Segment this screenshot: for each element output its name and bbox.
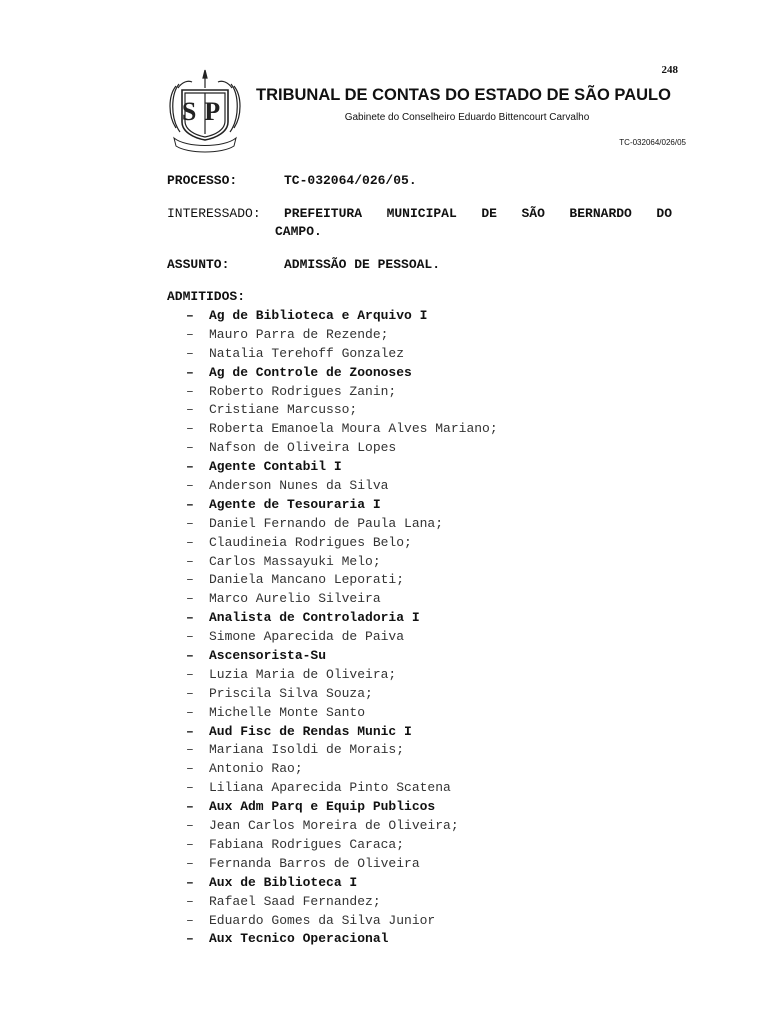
list-item <box>186 477 498 496</box>
admitted-name: Natalia Terehoff Gonzalez <box>209 345 405 361</box>
list-dash: – <box>186 799 194 815</box>
list-group-heading <box>186 874 498 893</box>
processo-label: PROCESSO: <box>167 173 238 188</box>
role-title: Aux de Biblioteca I <box>209 874 358 890</box>
admitted-name: Marco Aurelio Silveira <box>209 591 381 607</box>
list-dash: – <box>186 629 194 645</box>
list-item <box>186 779 498 798</box>
admitted-name: Mauro Parra de Rezende; <box>209 326 389 342</box>
list-item <box>186 420 498 439</box>
list-item <box>186 439 498 458</box>
list-item <box>186 760 498 779</box>
list-dash: – <box>186 534 194 550</box>
list-dash: – <box>186 893 194 909</box>
list-dash: – <box>186 931 194 947</box>
admitted-name: Jean Carlos Moreira de Oliveira; <box>209 818 459 834</box>
list-item <box>186 515 498 534</box>
admitted-name: Simone Aparecida de Paiva <box>209 629 405 645</box>
list-group-heading <box>186 647 498 666</box>
list-dash: – <box>186 326 194 342</box>
list-dash: – <box>186 704 194 720</box>
page-number: 248 <box>661 64 678 76</box>
role-title: Aud Fisc de Rendas Munic I <box>209 723 412 739</box>
role-title: Agente Contabil I <box>209 459 342 475</box>
admitted-name: Fernanda Barros de Oliveira <box>209 855 420 871</box>
admitted-name: Daniel Fernando de Paula Lana; <box>209 515 444 531</box>
admitted-name: Eduardo Gomes da Silva Junior <box>209 912 436 928</box>
list-dash: – <box>186 855 194 871</box>
role-title: Aux Adm Parq e Equip Publicos <box>209 799 436 815</box>
list-dash: – <box>186 478 194 494</box>
admitted-name: Carlos Massayuki Melo; <box>209 553 381 569</box>
list-group-heading <box>186 496 498 515</box>
assunto-value: ADMISSÃO DE PESSOAL. <box>284 257 441 272</box>
list-dash: – <box>186 459 194 475</box>
list-item <box>186 817 498 836</box>
admitted-name: Anderson Nunes da Silva <box>209 478 389 494</box>
list-dash: – <box>186 648 194 664</box>
list-dash: – <box>186 666 194 682</box>
list-dash: – <box>186 836 194 852</box>
list-group-heading <box>186 458 498 477</box>
list-item <box>186 628 498 647</box>
list-dash: – <box>186 572 194 588</box>
seal-letters: SP <box>181 97 229 126</box>
interessado-value-line1: PREFEITURA MUNICIPAL DE SÃO BERNARDO DO <box>284 206 672 221</box>
list-item <box>186 893 498 912</box>
processo-field <box>167 173 417 188</box>
list-group-heading <box>186 930 498 949</box>
list-item <box>186 571 498 590</box>
interessado-label: INTERESSADO: <box>167 206 261 221</box>
assunto-label: ASSUNTO: <box>167 257 230 272</box>
list-group-heading <box>186 609 498 628</box>
list-dash: – <box>186 874 194 890</box>
list-item <box>186 741 498 760</box>
list-group-heading <box>186 307 498 326</box>
role-title: Ag de Controle de Zoonoses <box>209 364 412 380</box>
list-dash: – <box>186 402 194 418</box>
assunto-field <box>167 257 440 272</box>
list-dash: – <box>186 496 194 512</box>
list-item <box>186 383 498 402</box>
list-dash: – <box>186 345 194 361</box>
admitidos-label: ADMITIDOS: <box>167 289 246 304</box>
admitted-name: Michelle Monte Santo <box>209 704 366 720</box>
role-title: Ascensorista-Su <box>209 648 327 664</box>
list-dash: – <box>186 610 194 626</box>
admitted-name: Cristiane Marcusso; <box>209 402 358 418</box>
list-item <box>186 534 498 553</box>
list-group-heading <box>186 364 498 383</box>
list-dash: – <box>186 761 194 777</box>
interessado-value-line2: CAMPO. <box>275 224 322 239</box>
list-dash: – <box>186 553 194 569</box>
admitted-name: Luzia Maria de Oliveira; <box>209 666 397 682</box>
list-item <box>186 326 498 345</box>
process-reference-code: TC-032064/026/05 <box>619 138 686 147</box>
list-dash: – <box>186 440 194 456</box>
list-dash: – <box>186 780 194 796</box>
list-item <box>186 912 498 931</box>
admitted-name: Daniela Mancano Leporati; <box>209 572 405 588</box>
admitted-name: Mariana Isoldi de Morais; <box>209 742 405 758</box>
admitted-name: Liliana Aparecida Pinto Scatena <box>209 780 451 796</box>
court-subtitle: Gabinete do Conselheiro Eduardo Bittencourt Carvalho <box>344 112 590 123</box>
list-item <box>186 590 498 609</box>
list-item <box>186 401 498 420</box>
list-item <box>186 836 498 855</box>
list-dash: – <box>186 383 194 399</box>
role-title: Agente de Tesouraria I <box>209 496 381 512</box>
admitted-name: Fabiana Rodrigues Caraca; <box>209 836 405 852</box>
list-group-heading <box>186 723 498 742</box>
role-title: Ag de Biblioteca e Arquivo I <box>209 308 428 323</box>
admitted-name: Claudineia Rodrigues Belo; <box>209 534 412 550</box>
list-item <box>186 855 498 874</box>
list-dash: – <box>186 364 194 380</box>
state-seal-emblem <box>166 68 244 154</box>
processo-value: TC-032064/026/05. <box>284 173 417 188</box>
list-dash: – <box>186 818 194 834</box>
list-dash: – <box>186 515 194 531</box>
court-title: TRIBUNAL DE CONTAS DO ESTADO DE SÃO PAULO <box>256 86 671 104</box>
list-item <box>186 345 498 364</box>
list-dash: – <box>186 591 194 607</box>
admitted-name: Roberta Emanoela Moura Alves Mariano; <box>209 421 498 437</box>
admitted-name: Priscila Silva Souza; <box>209 685 373 701</box>
list-item <box>186 666 498 685</box>
admitidos-list <box>186 307 498 949</box>
list-item <box>186 685 498 704</box>
role-title: Analista de Controladoria I <box>209 610 420 626</box>
admitted-name: Roberto Rodrigues Zanin; <box>209 383 397 399</box>
list-group-heading <box>186 798 498 817</box>
list-dash: – <box>186 685 194 701</box>
list-dash: – <box>186 912 194 928</box>
list-dash: – <box>186 421 194 437</box>
list-dash: – <box>186 742 194 758</box>
admitted-name: Antonio Rao; <box>209 761 303 777</box>
list-dash: – <box>186 308 194 323</box>
list-item <box>186 704 498 723</box>
role-title: Aux Tecnico Operacional <box>209 931 389 947</box>
admitted-name: Rafael Saad Fernandez; <box>209 893 381 909</box>
list-dash: – <box>186 723 194 739</box>
admitted-name: Nafson de Oliveira Lopes <box>209 440 397 456</box>
list-item <box>186 553 498 572</box>
